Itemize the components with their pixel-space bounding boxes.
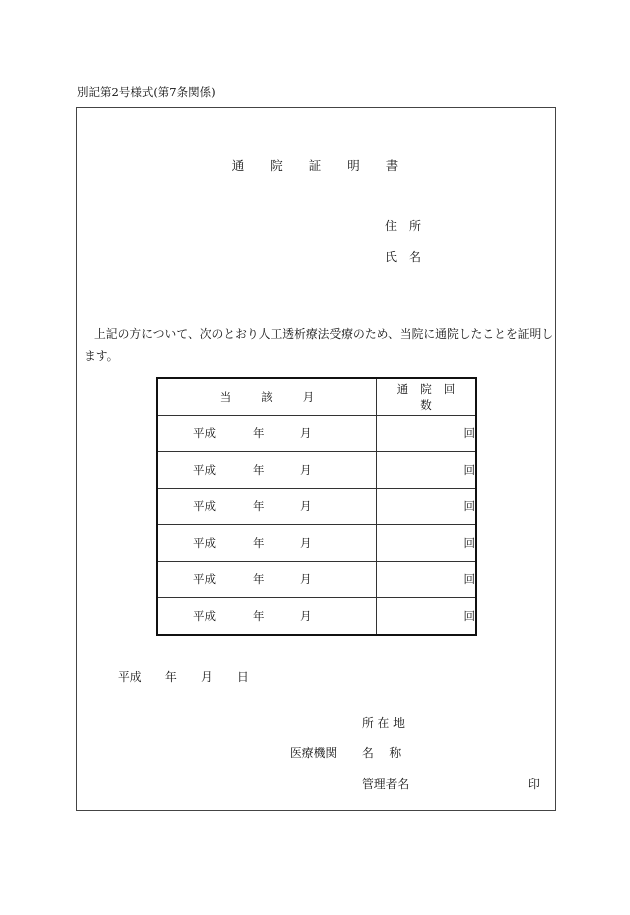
visit-table	[156, 377, 477, 636]
visit-count-cell[interactable]: 回	[377, 488, 477, 525]
month-cell: 平成 年 月	[157, 415, 377, 452]
month-cell: 平成 年 月	[157, 561, 377, 598]
institution-name-label: 名 称	[362, 746, 402, 760]
form-number-note: 別記第2号様式(第7条関係)	[77, 85, 216, 99]
month-cell: 平成 年 月	[157, 488, 377, 525]
visit-count-cell[interactable]: 回	[377, 415, 477, 452]
visit-count-cell[interactable]: 回	[377, 598, 477, 635]
institution-location-label: 所 在 地	[362, 716, 405, 730]
manager-name-label: 管理者名	[362, 777, 410, 791]
month-cell: 平成 年 月	[157, 452, 377, 489]
table-row	[157, 598, 476, 635]
medical-institution-label: 医療機関	[290, 746, 338, 760]
table-row	[157, 415, 476, 452]
document-title: 通院証明書	[231, 158, 425, 173]
table-row	[157, 488, 476, 525]
month-cell: 平成 年 月	[157, 525, 377, 562]
visit-count-column-header: 通院回数	[377, 378, 477, 415]
visit-count-cell[interactable]: 回	[377, 452, 477, 489]
table-row	[157, 561, 476, 598]
seal-mark: 印	[528, 777, 540, 791]
certification-statement: 上記の方について、次のとおり人工透析療法受療のため、当院に通院したことを証明します。	[84, 327, 554, 363]
patient-address-label: 住 所	[385, 219, 422, 233]
table-row	[157, 525, 476, 562]
month-column-header: 当該月	[157, 378, 377, 415]
visit-count-cell[interactable]: 回	[377, 525, 477, 562]
visit-count-cell[interactable]: 回	[377, 561, 477, 598]
table-row	[157, 452, 476, 489]
patient-name-label: 氏 名	[385, 250, 422, 264]
month-cell: 平成 年 月	[157, 598, 377, 635]
table-header-row	[157, 378, 476, 415]
